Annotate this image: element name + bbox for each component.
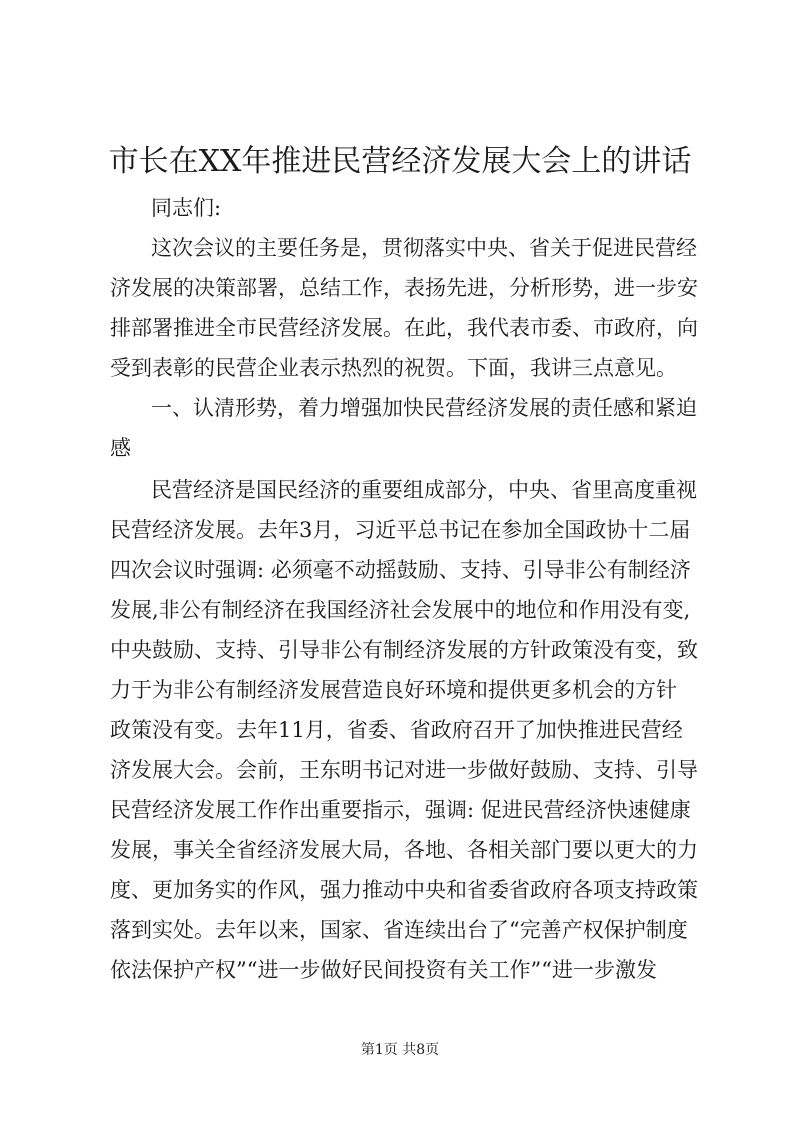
body-line: 度、更加务实的作风，强力推动中央和省委省政府各项支持政策	[110, 878, 698, 902]
body-line: 四次会议时强调: 必须毫不动摇鼓励、支持、引导非公有制经济	[110, 558, 691, 582]
body-line: 排部署推进全市民营经济发展。在此，我代表市委、市政府，向	[110, 316, 698, 340]
body-line: 受到表彰的民营企业表示热烈的祝贺。下面，我讲三点意见。	[110, 356, 677, 380]
page-number: 第1页 共8页	[360, 1042, 440, 1058]
body-line: 依法保护产权”“进一步做好民间投资有关工作”“进一步激发	[110, 958, 657, 982]
body-line: 发展,非公有制经济在我国经济社会发展中的地位和作用没有变,	[110, 598, 691, 622]
body-line: 济发展大会。会前，王东明书记对进一步做好鼓励、支持、引导	[110, 758, 698, 782]
body-line: 民营经济发展工作作出重要指示，强调: 促进民营经济快速健康	[110, 798, 691, 822]
document-title: 市长在XX年推进民营经济发展大会上的讲话	[108, 144, 692, 179]
body-line: 发展，事关全省经济发展大局，各地、各相关部门要以更大的力	[110, 838, 698, 862]
section-heading-line: 感	[110, 436, 131, 460]
salutation: 同志们:	[151, 196, 222, 220]
body-line: 济发展的决策部署，总结工作，表扬先进，分析形势，进一步安	[110, 276, 698, 300]
body-line: 民营经济发展。去年3月，习近平总书记在参加全国政协十二届	[110, 518, 691, 542]
section-heading-line: 一、认清形势，着力增强加快民营经济发展的责任感和紧迫	[151, 396, 697, 420]
body-line: 这次会议的主要任务是，贯彻落实中央、省关于促进民营经	[151, 236, 697, 260]
body-line: 落到实处。去年以来，国家、省连续出台了“完善产权保护制度	[110, 918, 688, 942]
body-line: 中央鼓励、支持、引导非公有制经济发展的方针政策没有变，致	[110, 638, 698, 662]
body-line: 民营经济是国民经济的重要组成部分，中央、省里高度重视	[151, 478, 697, 502]
body-line: 力于为非公有制经济发展营造良好环境和提供更多机会的方针	[110, 678, 677, 702]
body-line: 政策没有变。去年11月，省委、省政府召开了加快推进民营经	[110, 718, 683, 742]
